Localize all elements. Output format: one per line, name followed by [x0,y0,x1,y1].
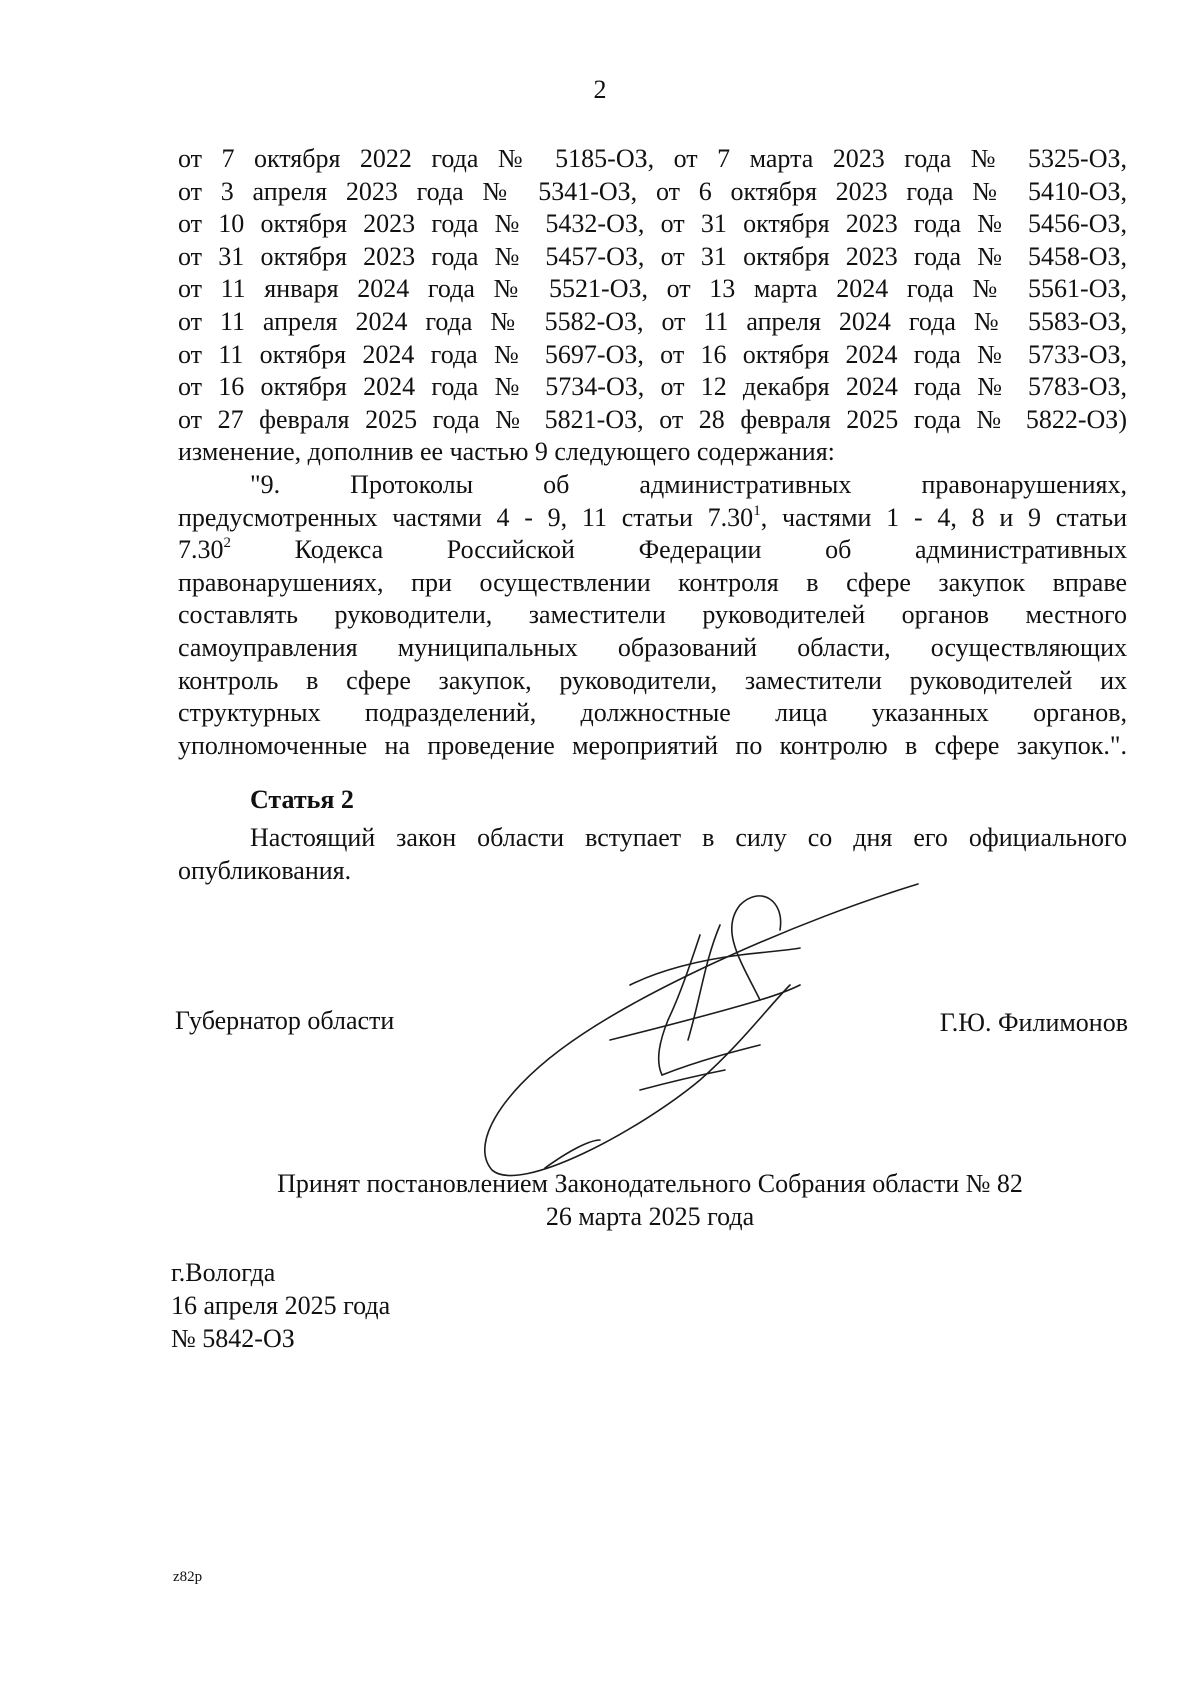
text-line: составлять руководители, заместители руководителей органов местного [178,600,1127,630]
text-line: опубликования. [178,856,352,885]
place-and-date [171,1256,390,1355]
city: г.Вологда [171,1258,276,1287]
article-body [178,821,1127,887]
text-line: от 10 октября 2023 года № 5432-ОЗ, от 31 октября 2023 года № 5456-ОЗ, [178,209,1127,239]
text-line: уполномоченные на проведение мероприятий по контролю в сфере закупок.". [178,730,1127,760]
superscript: 2 [223,535,231,552]
text-line: от 7 октября 2022 года № 5185-ОЗ, от 7 марта 2023 года № 5325-ОЗ, [178,144,1127,173]
text-line: самоуправления муниципальных образований области, осуществляющих [178,632,1127,662]
text-line: контроль в сфере закупок, руководители, заместители руководителей их [178,665,1127,695]
text-line [178,534,1127,567]
text-segment: предусмотренных частями 4 - 9, 11 статьи 7.30 [178,502,754,532]
signatory-position: Губернатор области [175,1006,395,1035]
text-line [178,502,1127,535]
text-line: от 3 апреля 2023 года № 5341-ОЗ, от 6 октября 2023 года № 5410-ОЗ, [178,176,1127,206]
text-segment: 7.30 [178,535,224,565]
text-line: от 11 января 2024 года № 5521-ОЗ, от 13 марта 2024 года № 5561-ОЗ, [178,274,1127,304]
article-heading: Статья 2 [250,785,354,814]
text-line: от 11 октября 2024 года № 5697-ОЗ, от 16 октября 2024 года № 5733-ОЗ, [178,339,1127,369]
adoption-date: 26 марта 2025 года [545,1202,755,1231]
superscript: 1 [753,502,761,519]
text-segment: Кодекса Российской Федерации об административных [231,535,1127,565]
text-line: структурных подразделений, должностные лица указанных органов, [178,698,1127,728]
page-number: 2 [593,75,607,104]
text-line: от 31 октября 2023 года № 5457-ОЗ, от 31 октября 2023 года № 5458-ОЗ, [178,241,1127,271]
text-segment [178,503,1127,532]
signatory-name: Г.Ю. Филимонов [939,1008,1128,1037]
text-line: Настоящий закон области вступает в силу со дня его официального [250,823,1127,852]
text-line: правонарушениях, при осуществлении контроля в сфере закупок вправе [178,567,1127,597]
text-line: от 16 октября 2024 года № 5734-ОЗ, от 12 декабря 2024 года № 5783-ОЗ, [178,372,1127,402]
text-line: от 11 апреля 2024 года № 5582-ОЗ, от 11 апреля 2024 года № 5583-ОЗ, [178,306,1127,336]
adoption-note [240,1167,1060,1233]
law-number: № 5842-ОЗ [171,1324,295,1353]
document-code: z82p [173,1569,203,1585]
text-line: изменение, дополнив ее частью 9 следующего содержания: [178,437,835,467]
text-line: от 27 февраля 2025 года № 5821-ОЗ, от 28 февраля 2025 года № 5822-ОЗ) [178,404,1127,434]
adoption-line: Принят постановлением Законодательного Собрания области № 82 [277,1169,1023,1198]
text-segment: , частями 1 - 4, 8 и 9 статьи [760,502,1127,532]
signing-date: 16 апреля 2025 года [171,1291,391,1320]
text-line: "9. Протоколы об административных правонарушениях, [250,469,1127,499]
text-segment [178,535,231,564]
law-amendment-text [178,143,1127,762]
